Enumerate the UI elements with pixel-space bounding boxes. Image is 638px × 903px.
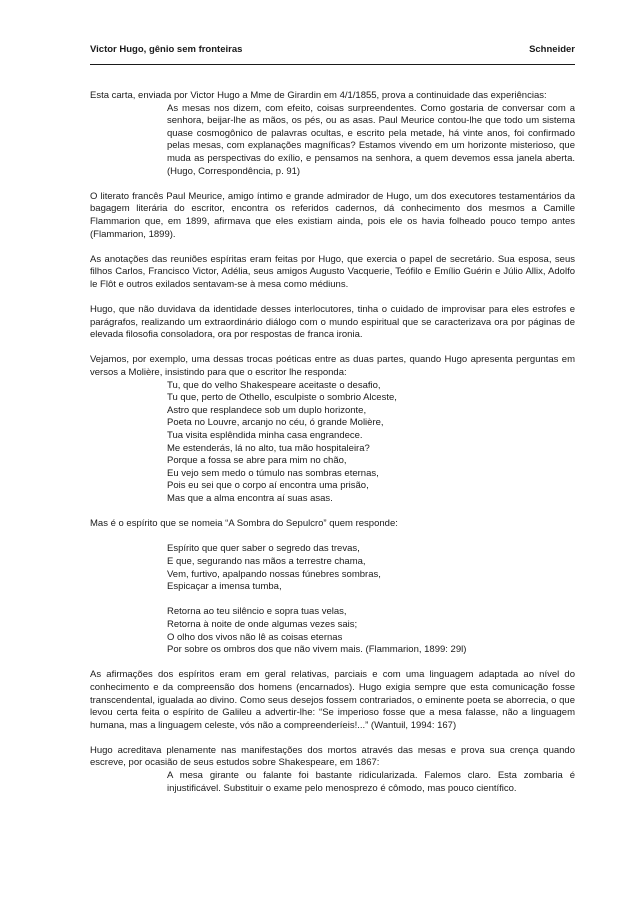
paragraph-moliere-intro: Vejamos, por exemplo, uma dessas trocas poéticas entre as duas partes, quando Hugo apresenta perguntas em versos a Molière, insistindo para que o escritor lhe responda:	[90, 354, 575, 379]
paragraph-sessions: As anotações das reuniões espíritas eram feitas por Hugo, que exercia o papel de secretário. Sua esposa, seus filhos Carlos, Francisco Victor, Adélia, seus amigos Augusto Vacquerie, Teófilo e Emílio Guérin e Júlio Allix, Adolfo le Flôt e outros exilados sentavam-se à mesa como médiuns.	[90, 253, 575, 290]
verse-moliere	[167, 380, 575, 506]
header-title: Victor Hugo, gênio sem fronteiras	[90, 44, 243, 55]
verse-line: Me estenderás, lá no alto, tua mão hospitaleira?	[167, 442, 370, 454]
verse-line: Retorna à noite de onde algumas vezes sais;	[167, 618, 358, 630]
verse-line: Retorna ao teu silêncio e sopra tuas velas,	[167, 606, 347, 618]
verse-line: Espicaçar a imensa tumba,	[167, 581, 282, 593]
paragraph-dialogue: Hugo, que não duvidava da identidade desses interlocutores, tinha o cuidado de improvisar para eles estrofes e parágrafos, realizando um extraordinário diálogo com o mundo espiritual que se caracterizava ora por páginas de elevada filosofia consoladora, ora por respostas de franca ironia.	[90, 304, 575, 341]
paragraph-shakespeare-intro: Hugo acreditava plenamente nas manifestações dos mortos através das mesas e prova sua crença quando escreve, por ocasião de seus estudos sobre Shakespeare, em 1867:	[90, 744, 575, 769]
verse-line: Espírito que quer saber o segredo das trevas,	[167, 543, 360, 555]
blockquote-letter: As mesas nos dizem, com efeito, coisas surpreendentes. Como gostaria de conversar com a senhora, beijar-lhe as mãos, os pés, ou as asas. Paul Meurice contou-lhe que todo um sistema quase cosmogônico de palavras ocultas, e escrito pela metade, há vinte anos, foi confirmado pelas mesas, com explanações magníficas? Estamos vivendo em um horizonte misterioso, que muda as perspectivas do exílio, e pensamos na senhora, a quem devemos essa janela aberta. (Hugo, Correspondência, p. 91)	[167, 102, 575, 177]
verse-line: Por sobre os ombros dos que não vivem mais. (Flammarion, 1899: 29l)	[167, 644, 467, 656]
verse-line: Tua visita esplêndida minha casa engrandece.	[167, 430, 363, 442]
verse-shadow-stanza-2	[167, 606, 575, 656]
header-rule	[90, 64, 575, 65]
paragraph-galileu: As afirmações dos espíritos eram em geral relativas, parciais e com uma linguagem adaptada ao nível do conhecimento e da compreensão dos homens (encarnados). Hugo exigia sempre que esta comunicação fosse transcendental, igualada ao divino. Como seus desejos fossem contrariados, o eminente poeta se aborrecia, o que levou certa feita o espírito de Galileu a advertir-lhe: “Se imperioso fosse que a mesa falasse, não a linguagem humana, mas a linguagem celeste, vós não a compreenderíeis!...” (Wantuil, 1994: 167)	[90, 669, 575, 731]
verse-line: Poeta no Louvre, arcanjo no céu, ó grande Molière,	[167, 417, 384, 429]
paragraph-shadow-intro: Mas é o espírito que se nomeia “A Sombra do Sepulcro” quem responde:	[90, 518, 398, 530]
verse-line: Tu que, perto de Othello, esculpiste o sombrio Alceste,	[167, 392, 397, 404]
verse-line: Tu, que do velho Shakespeare aceitaste o desafio,	[167, 379, 381, 391]
header-author: Schneider	[529, 44, 575, 55]
verse-line: O olho dos vivos não lê as coisas eternas	[167, 631, 343, 643]
document-body	[90, 90, 575, 808]
paragraph-letter-intro: Esta carta, enviada por Victor Hugo a Mme de Girardin em 4/1/1855, prova a continuidade das experiências:	[90, 90, 547, 101]
verse-shadow-stanza-1	[167, 543, 575, 593]
verse-line: Eu vejo sem medo o túmulo nas sombras eternas,	[167, 467, 379, 479]
paragraph-meurice: O literato francês Paul Meurice, amigo íntimo e grande admirador de Hugo, um dos executores testamentários da bagagem literária do escritor, encontra os referidos cadernos, dá conhecimento dos mesmos a Camille Flammarion que, em 1899, afirmava que eles existiam ainda, pois ele os havia folheado pouco tempo antes (Flammarion, 1899).	[90, 190, 575, 240]
blockquote-shakespeare: A mesa girante ou falante foi bastante ridicularizada. Falemos claro. Esta zombaria é injustificável. Substituir o exame pelo menosprezo é cômodo, mas pouco científico.	[167, 770, 575, 794]
verse-line: E que, segurando nas mãos a terrestre chama,	[167, 555, 366, 567]
verse-line: Mas que a alma encontra aí suas asas.	[167, 493, 333, 504]
verse-line: Porque a fossa se abre para mim no chão,	[167, 455, 347, 467]
verse-line: Vem, furtivo, apalpando nossas fúnebres sombras,	[167, 568, 381, 580]
page-header	[90, 44, 575, 55]
verse-line: Astro que resplandece sob um duplo horizonte,	[167, 404, 367, 416]
verse-line: Pois eu sei que o corpo aí encontra uma prisão,	[167, 480, 369, 492]
